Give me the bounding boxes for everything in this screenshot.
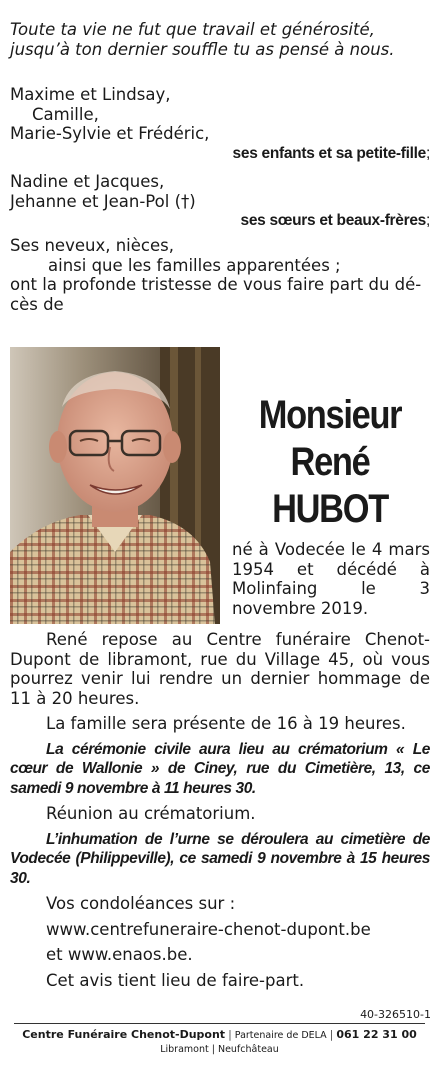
children-block <box>10 85 430 163</box>
details-paragraph-meeting: Réunion au crématorium. <box>46 804 256 823</box>
footer-separator-2: | <box>329 1028 334 1041</box>
portrait-illustration <box>10 347 220 624</box>
siblings-relation <box>10 211 430 231</box>
details-paragraph-repose: René repose au Centre funéraire Chenot-Dupont de libramont, rue du Village 45, où vous pourrez venir lui rendre un dernier hommage de 11 à 20 heures. <box>10 630 430 708</box>
announcement-line-1: ont la profonde tristesse de vous faire part du dé- <box>10 275 422 294</box>
intro-verse <box>10 20 430 59</box>
reference-number: 40-326510-1 <box>360 1008 431 1021</box>
siblings-block <box>10 172 430 231</box>
details-website-2: et www.enaos.be. <box>46 945 193 964</box>
birth-death-details: né à Vodecée le 4 mars 1954 et décédé à Molinfaing le 3 novembre 2019. <box>232 540 430 618</box>
siblings-line-2: Jehanne et Jean-Pol (†) <box>10 191 196 211</box>
children-relation <box>10 144 430 164</box>
footer-locations: Libramont | Neufchâteau <box>160 1044 279 1055</box>
details-condolences: Vos condoléances sur : <box>46 894 236 913</box>
deceased-first-name: René <box>290 440 370 484</box>
siblings-relation-end: ; <box>425 212 430 229</box>
children-line-2: Camille, <box>32 104 99 124</box>
footer-partner: Partenaire de DELA <box>234 1030 327 1041</box>
deceased-last-name: HUBOT <box>272 487 388 531</box>
siblings-relation-text: ses sœurs et beaux-frères <box>240 212 426 229</box>
children-relation-text: ses enfants et sa petite-fille <box>232 144 426 162</box>
relatives-line-2: ainsi que les familles apparentées ; <box>48 255 341 275</box>
deceased-name <box>241 392 420 533</box>
details-website-1: www.centrefuneraire-chenot-dupont.be <box>46 919 371 939</box>
relatives-line-1: Ses neveux, nièces, <box>10 236 174 255</box>
intro-line-1: Toute ta vie ne fut que travail et générosité, <box>10 20 375 39</box>
children-line-1: Maxime et Lindsay, <box>10 85 171 104</box>
portrait-photo <box>10 347 220 624</box>
details-paragraph-ceremony: La cérémonie civile aura lieu au crématorium « Le cœur de Wallonie » de Ciney, rue du Cimetière, 13, ce samedi 9 novembre à 11 heures 30. <box>10 740 430 797</box>
details-paragraph-burial: L’inhumation de l’urne se déroulera au cimetière de Vodecée (Philippeville), ce samedi 9 novembre à 15 heures 30. <box>10 830 430 887</box>
siblings-line-1: Nadine et Jacques, <box>10 172 165 191</box>
footer-company: Centre Funéraire Chenot-Dupont <box>22 1028 226 1041</box>
footer-divider <box>14 1023 425 1024</box>
footer-line-1 <box>0 1028 439 1043</box>
footer-separator-1: | <box>228 1028 232 1041</box>
footer <box>0 1028 439 1057</box>
children-line-3: Marie-Sylvie et Frédéric, <box>10 124 210 143</box>
funeral-details <box>10 630 430 996</box>
intro-line-2: jusqu’à ton dernier souffle tu as pensé à nous. <box>10 39 395 59</box>
details-paragraph-family: La famille sera présente de 16 à 19 heures. <box>46 714 406 733</box>
details-notice-statement: Cet avis tient lieu de faire-part. <box>46 970 305 990</box>
children-relation-end: ; <box>425 144 430 162</box>
relatives-block <box>10 236 430 314</box>
deceased-title: Monsieur <box>258 393 402 437</box>
announcement-line-2: cès de <box>10 294 64 314</box>
footer-phone: 061 22 31 00 <box>336 1028 417 1041</box>
